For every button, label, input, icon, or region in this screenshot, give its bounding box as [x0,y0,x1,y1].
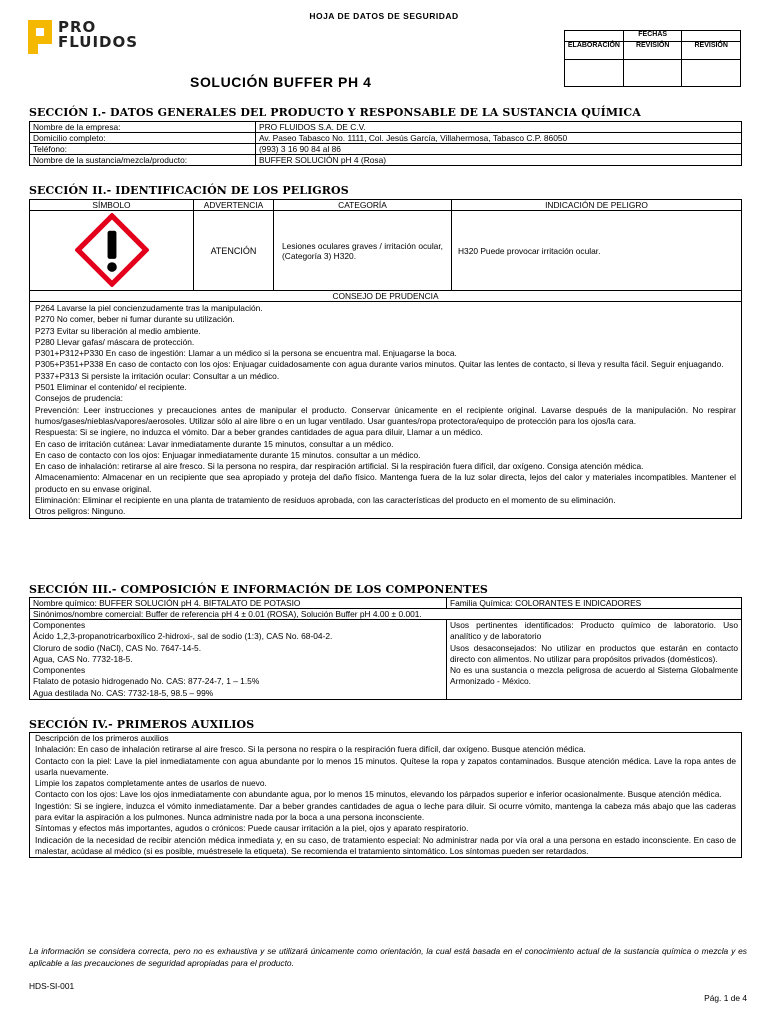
dates-table [564,30,741,87]
hazard-category: Lesiones oculares graves / irritación ocular, (Categoría 3) H320. [274,211,452,291]
advice-line: En caso de irritación cutánea: Lavar inmediatamente durante 15 minutos, consultar a un médico. [35,438,394,449]
chemical-name: Nombre químico: BUFFER SOLUCIÓN pH 4. BIFTALATO DE POTASIO [30,598,447,609]
section-1-table [29,121,742,166]
ghs-symbol-cell [30,211,194,291]
company-info-row [30,155,742,166]
advice-line: Almacenamiento: Almacenar en un recipiente que sea apropiado y proteja del daño físico. Mantenga fuera de la luz solar directa, lejos del calor y materiales incompatibles. Mantener el producto en su envase original. [35,472,736,494]
company-info-row [30,133,742,144]
use-line: Usos pertinentes identificados: Producto químico de laboratorio. Uso analítico y de laboratorio [450,620,738,642]
advice-line: P280 Llevar gafas/ máscara de protección. [35,336,195,347]
advice-line: Prevención: Leer instrucciones y precauciones antes de manipular el producto. Conservar únicamente en el recipiente original. Lavarse después de la manipulación. No respirar humos/gases/nieblas/vapores/aerosoles. Utilizar sólo al aire libre o en un lugar ventilado. Usar guantes/ropa protectora/equipo de protección para los ojos/la cara. [35,404,736,426]
first-aid-line: Indicación de la necesidad de recibir atención médica inmediata y, en su caso, de tratamiento especial: No administrar nada por vía oral a una persona en estado inconsciente. En caso de malestar, acúdase al médico (si es posible, muéstresele la etiqueta). Se recomienda el tratamiento sintomático. Los síntomas pueden ser retardados. [35,834,736,856]
advice-line: En caso de inhalación: retirarse al aire fresco. Si la persona no respira, dar respiración artificial. Si la respiración fuera difícil, dar oxígeno. Consiga atención médica. [35,461,644,472]
date-cell [623,60,682,87]
composition-table [29,597,742,700]
first-aid-line: Síntomas y efectos más importantes, agudos o crónicos: Puede causar irritación a la piel, ojos y aparato respiratorio. [35,823,469,834]
advice-line: Consejos de prudencia: [35,393,123,404]
col-symbol: SÍMBOLO [30,200,194,211]
warning-word: ATENCIÓN [194,211,274,291]
document-type: HOJA DE DATOS DE SEGURIDAD [309,11,459,21]
advice-text [30,302,742,519]
info-value: (993) 3 16 90 84 al 86 [256,144,742,155]
first-aid-text [30,733,742,858]
first-aid-line: Inhalación: En caso de inhalación retirarse al aire fresco. Si la persona no respira o la respiración fuera difícil, dar oxígeno. Busque atención médica. [35,744,586,755]
info-label: Nombre de la empresa: [30,122,256,133]
components-cell [30,620,447,700]
info-value: PRO FLUIDOS S.A. DE C.V. [256,122,742,133]
component-line: Agua destilada No. CAS: 7732-18-5, 98.5 – 99% [33,687,214,698]
company-logo [18,16,148,58]
chemical-family: Familia Química: COLORANTES E INDICADORES [447,598,742,609]
advice-line: Otros peligros: Ninguno. [35,506,126,517]
advice-line: P301+P312+P330 En caso de ingestión: Llamar a un médico si la persona se encuentra mal. Enjuagarse la boca. [35,348,457,359]
component-line: Componentes [33,665,86,676]
info-label: Domicilio completo: [30,133,256,144]
company-info-row [30,144,742,155]
component-line: Componentes [33,620,86,630]
hazard-table [29,199,742,519]
date-cell [565,60,624,87]
col-warning: ADVERTENCIA [194,200,274,211]
advice-line: Eliminación: Eliminar el recipiente en una planta de tratamiento de residuos aprobada, con las características del producto en el momento de su eliminación. [35,495,616,506]
first-aid-table [29,732,742,858]
component-line: Ftalato de potasio hidrogenado No. CAS: 877-24-7, 1 – 1.5% [33,676,260,687]
section-4-title: SECCIÓN IV.- PRIMEROS AUXILIOS [29,718,255,731]
logo-line1: PRO [58,18,97,36]
col-category: CATEGORÍA [274,200,452,211]
first-aid-line: Limpie los zapatos completamente antes de usarlos de nuevo. [35,778,267,789]
page-number: Pág. 1 de 4 [704,993,747,1003]
advice-line: P273 Evitar su liberación al medio ambiente. [35,325,201,336]
section-2-title: SECCIÓN II.- IDENTIFICACIÓN DE LOS PELIGROS [29,184,349,197]
uses-cell [447,620,742,700]
logo-line2: FLUIDOS [58,33,139,51]
info-value: Av. Paseo Tabasco No. 1111, Col. Jesús García, Villahermosa, Tabasco C.P. 86050 [256,133,742,144]
dates-label: FECHAS [623,31,682,42]
first-aid-line: Contacto con los ojos: Lave los ojos inmediatamente con abundante agua, por lo menos 15 minutos, elevando los párpados superior e inferior ocasionalmente. Busque atención médica. [35,789,722,800]
first-aid-line: Contacto con la piel: Lave la piel inmediatamente con agua abundante por lo menos 15 minutos. Quítese la ropa y zapatos contaminados. Busque atención médica. Lave la ropa antes de usarla nuevamente. [35,755,736,777]
first-aid-line: Ingestión: Si se ingiere, induzca el vómito inmediatamente. Dar a beber grandes cantidades de agua o leche para diluir. Si ocurre vómito, mantenga la cabeza más abajo que las caderas para evitar la aspiración a los pulmones. Nunca administre nada por la boca a una persona inconsciente. [35,800,736,823]
date-cell [682,60,741,87]
advice-line: P305+P351+P338 En caso de contacto con los ojos: Enjuagar cuidadosamente con agua durante varios minutos. Quitar las lentes de contacto, si lleva y resulta fácil. Seguir enjuagando. [35,359,724,370]
info-label: Teléfono: [30,144,256,155]
document-code: HDS-SI-001 [29,981,75,991]
component-line: Ácido 1,2,3-propanotricarboxílico 2-hidroxi-, sal de sodio (1:3), CAS No. 68-04-2. [33,631,333,642]
exclamation-mark-icon [75,213,149,287]
logo-mark-icon [18,16,58,56]
document-title: SOLUCIÓN BUFFER PH 4 [190,74,372,90]
first-aid-line: Descripción de los primeros auxilios [35,733,169,743]
disclaimer-note: La información se considera correcta, pero no es exhaustiva y se utilizará únicamente como orientación, la cual está basada en el conocimiento actual de la sustancia química o mezcla y es aplicable a las precauciones de seguridad apropiadas para el producto. [29,946,747,968]
use-line: Usos desaconsejados: No utilizar en productos que estarán en contacto directo con alimentos. No utilizar para propósitos privados (domésticos). [450,642,738,664]
advice-line: P264 Lavarse la piel concienzudamente tras la manipulación. [35,303,263,313]
dates-col-revision-1: REVISIÓN [623,42,682,60]
component-line: Cloruro de sodio (NaCl), CAS No. 7647-14-5. [33,642,202,653]
use-line: No es una sustancia o mezcla peligrosa de acuerdo al Sistema Globalmente Armonizado - México. [450,665,738,687]
advice-line: P501 Eliminar el contenido/ el recipiente. [35,382,187,393]
info-value: BUFFER SOLUCIÓN pH 4 (Rosa) [256,155,742,166]
advice-line: P337+P313 Si persiste la irritación ocular: Consultar a un médico. [35,370,280,381]
info-label: Nombre de la sustancia/mezcla/producto: [30,155,256,166]
dates-col-revision-2: REVISIÓN [682,42,741,60]
dates-col-elaboracion: ELABORACIÓN [565,42,624,60]
advice-line: En caso de contacto con los ojos: Enjuagar inmediatamente durante 15 minutos. consultar a un médico. [35,449,421,460]
company-info-row [30,122,742,133]
advice-line: P270 No comer, beber ni fumar durante su utilización. [35,314,235,325]
col-hazard: INDICACIÓN DE PELIGRO [452,200,742,211]
advice-header: CONSEJO DE PRUDENCIA [30,291,742,302]
hazard-statement: H320 Puede provocar irritación ocular. [452,211,742,291]
synonyms: Sinónimos/nombre comercial: Buffer de referencia pH 4 ± 0.01 (ROSA), Solución Buffer pH 4.00 ± 0.001. [30,609,742,620]
section-1-title: SECCIÓN I.- DATOS GENERALES DEL PRODUCTO Y RESPONSABLE DE LA SUSTANCIA QUÍMICA [29,106,641,119]
section-3-title: SECCIÓN III.- COMPOSICIÓN E INFORMACIÓN DE LOS COMPONENTES [29,583,488,596]
advice-line: Respuesta: Si se ingiere, no induzca el vómito. Dar a beber grandes cantidades de agua para diluir, Llamar a un médico. [35,427,483,438]
component-line: Agua, CAS No. 7732-18-5. [33,653,133,664]
